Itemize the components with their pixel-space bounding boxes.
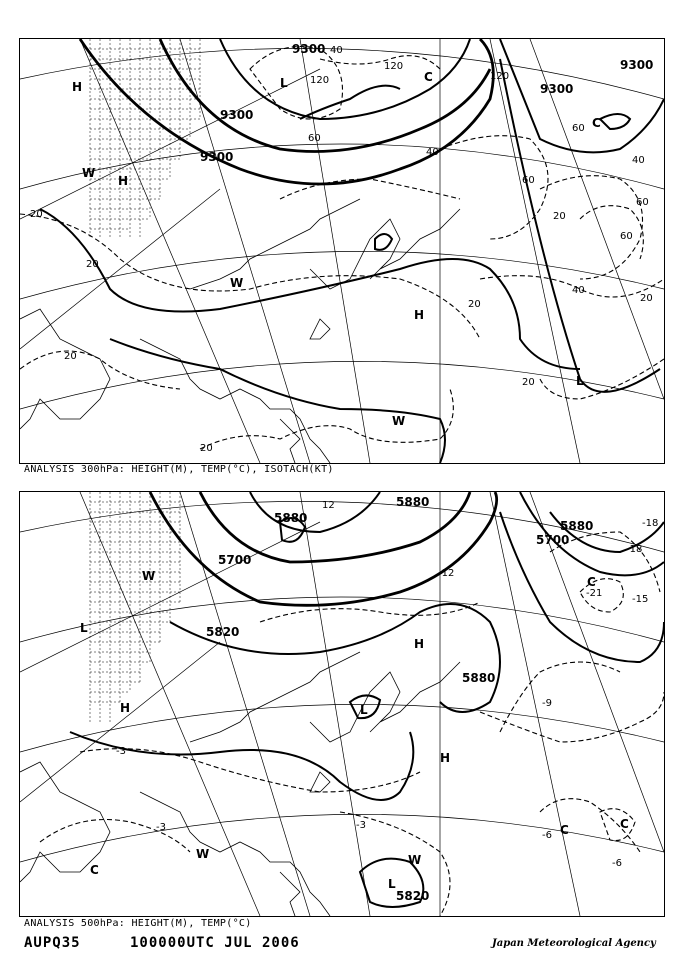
cold-marker: C xyxy=(90,863,99,877)
temperature-labels xyxy=(116,500,658,869)
isotach-label: 20 xyxy=(522,377,535,388)
isotach-label: 120 xyxy=(384,61,404,72)
isotach-label: 120 xyxy=(310,75,330,86)
temperature-label: -15 xyxy=(632,594,649,605)
height-label: 9300 xyxy=(220,108,254,122)
cold-marker: C xyxy=(424,70,433,84)
isotach-label: 20 xyxy=(468,299,481,310)
temperature-label: -3 xyxy=(356,820,366,831)
temperature-label: -6 xyxy=(542,830,552,841)
isotach-label: 60 xyxy=(572,123,585,134)
map-500hpa-drawing xyxy=(20,492,664,916)
height-label: 5820 xyxy=(206,625,240,639)
map-300hpa-drawing xyxy=(20,39,664,463)
temperature-label: -9 xyxy=(542,698,552,709)
isotach-label: 40 xyxy=(330,45,343,56)
warm-marker: W xyxy=(142,569,156,583)
height-label: 5820 xyxy=(396,889,430,903)
panel-caption-300hpa: ANALYSIS 300hPa: HEIGHT(M), TEMP(°C), ISOTACH(KT) xyxy=(24,464,334,475)
height-label: 9300 xyxy=(200,150,234,164)
cold-marker: C xyxy=(560,823,569,837)
graticule xyxy=(20,492,664,916)
low-marker: L xyxy=(388,877,396,891)
isotach-label: 20 xyxy=(200,443,213,454)
cold-marker: C xyxy=(620,817,629,831)
temperature-label: -18 xyxy=(626,544,643,555)
isotach-label: 60 xyxy=(636,197,649,208)
map-panel-300hpa xyxy=(19,38,665,464)
temperature-label: -21 xyxy=(586,588,603,599)
high-marker: H xyxy=(440,751,451,765)
height-label: 5700 xyxy=(536,533,570,547)
height-label: 5880 xyxy=(462,671,496,685)
isotach-label: 60 xyxy=(308,133,321,144)
low-marker: L xyxy=(360,703,368,717)
height-label: 9300 xyxy=(540,82,574,96)
map-panel-500hpa xyxy=(19,491,665,917)
isotach-label: 40 xyxy=(426,147,439,158)
height-label: 5880 xyxy=(560,519,594,533)
isotach-lines xyxy=(20,47,664,450)
height-label: 5880 xyxy=(396,495,430,509)
panel-caption-500hpa: ANALYSIS 500hPa: HEIGHT(M), TEMP(°C) xyxy=(24,918,252,929)
hatched-region xyxy=(90,492,180,722)
isotach-label: 60 xyxy=(522,175,535,186)
low-marker: L xyxy=(280,76,288,90)
chart-identifier: AUPQ35 xyxy=(24,935,81,951)
isotach-label: 40 xyxy=(632,155,645,166)
height-label: 9300 xyxy=(620,58,654,72)
high-marker: H xyxy=(414,637,425,651)
warm-marker: W xyxy=(408,853,422,867)
isotach-label: 20 xyxy=(30,209,43,220)
temperature-label: -12 xyxy=(438,568,455,579)
system-markers xyxy=(72,70,601,428)
high-marker: H xyxy=(414,308,425,322)
isotach-label: 20 xyxy=(553,211,566,222)
valid-time: 100000UTC JUL 2006 xyxy=(130,935,300,951)
cold-marker: C xyxy=(587,575,596,589)
cold-marker: C xyxy=(592,116,601,130)
height-label: 5700 xyxy=(218,553,252,567)
isotach-label: 20 xyxy=(640,293,653,304)
high-marker: H xyxy=(72,80,83,94)
low-marker: L xyxy=(576,374,584,388)
temperature-label: -6 xyxy=(612,858,622,869)
warm-marker: W xyxy=(196,847,210,861)
isotach-label: 60 xyxy=(620,231,633,242)
isotach-label: 120 xyxy=(490,71,510,82)
high-marker: H xyxy=(120,701,131,715)
warm-marker: W xyxy=(82,166,96,180)
low-marker: L xyxy=(80,621,88,635)
agency-name: Japan Meteorological Agency xyxy=(492,938,656,949)
warm-marker: W xyxy=(392,414,406,428)
isotach-label: 40 xyxy=(572,285,585,296)
height-contours xyxy=(40,39,664,463)
isotach-label: 20 xyxy=(86,259,99,270)
temperature-label: 12 xyxy=(322,500,335,511)
height-label: 5880 xyxy=(274,511,308,525)
isotach-label: 20 xyxy=(64,351,77,362)
temperature-label: -18 xyxy=(642,518,659,529)
isotherm-lines xyxy=(40,532,664,916)
warm-marker: W xyxy=(230,276,244,290)
height-label: 9300 xyxy=(292,42,326,56)
temperature-label: -3 xyxy=(116,746,126,757)
temperature-label: -3 xyxy=(156,822,166,833)
height-contours xyxy=(70,492,664,907)
high-marker: H xyxy=(118,174,129,188)
isotach-labels xyxy=(30,45,653,454)
